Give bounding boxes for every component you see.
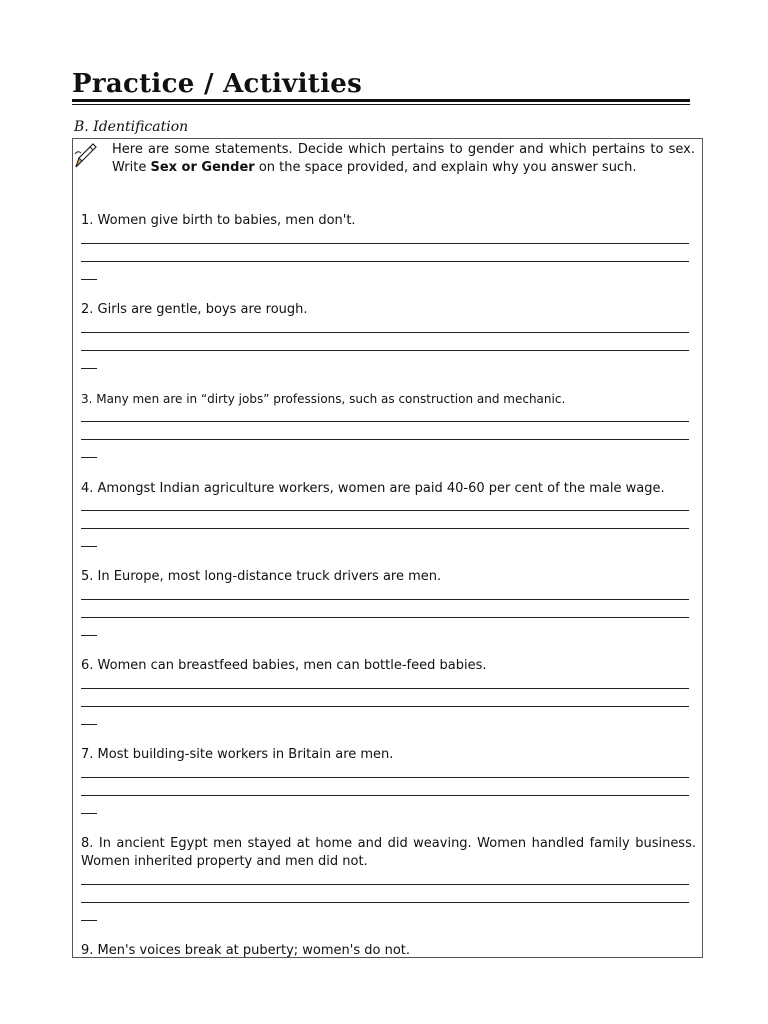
question-9: 9. Men's voices break at puberty; women's do not. <box>81 943 411 958</box>
answer-line[interactable] <box>81 688 689 689</box>
question-3: 3. Many men are in “dirty jobs” professions, such as construction and mechanic. <box>81 392 566 406</box>
answer-line[interactable] <box>81 261 689 262</box>
answer-line-stub[interactable] <box>81 813 97 814</box>
activity-box <box>72 138 703 958</box>
question-2: 2. Girls are gentle, boys are rough. <box>81 302 308 317</box>
answer-line[interactable] <box>81 350 689 351</box>
title-underline-thick <box>72 99 690 102</box>
answer-line-stub[interactable] <box>81 279 97 280</box>
title-underline-thin <box>72 104 690 105</box>
answer-line-stub[interactable] <box>81 457 97 458</box>
question-8: 8. In ancient Egypt men stayed at home and did weaving. Women handled family business. Women inherited property and men did not. <box>81 836 696 869</box>
page-title: Practice / Activities <box>72 69 363 99</box>
answer-line[interactable] <box>81 243 689 244</box>
answer-line[interactable] <box>81 902 689 903</box>
pencil-icon <box>73 140 97 170</box>
answer-line[interactable] <box>81 795 689 796</box>
answer-line[interactable] <box>81 777 689 778</box>
question-1: 1. Women give birth to babies, men don't. <box>81 213 356 228</box>
answer-line[interactable] <box>81 706 689 707</box>
answer-line-stub[interactable] <box>81 724 97 725</box>
question-4: 4. Amongst Indian agriculture workers, women are paid 40-60 per cent of the male wage. <box>81 481 665 496</box>
answer-line-stub[interactable] <box>81 368 97 369</box>
answer-line[interactable] <box>81 439 689 440</box>
question-5: 5. In Europe, most long-distance truck drivers are men. <box>81 569 442 584</box>
question-7: 7. Most building-site workers in Britain are men. <box>81 747 394 762</box>
answer-line[interactable] <box>81 599 689 600</box>
question-6: 6. Women can breastfeed babies, men can bottle-feed babies. <box>81 658 487 673</box>
answer-line[interactable] <box>81 884 689 885</box>
answer-line[interactable] <box>81 510 689 511</box>
section-label: B. Identification <box>74 119 189 135</box>
answer-line[interactable] <box>81 421 689 422</box>
answer-line-stub[interactable] <box>81 920 97 921</box>
answer-line-stub[interactable] <box>81 546 97 547</box>
answer-line[interactable] <box>81 617 689 618</box>
instructions: Here are some statements. Decide which pertains to gender and which pertains to sex. Write Sex or Gender on the space provided, and explain why you answer such. <box>112 142 695 175</box>
answer-line[interactable] <box>81 528 689 529</box>
answer-line[interactable] <box>81 332 689 333</box>
answer-line-stub[interactable] <box>81 635 97 636</box>
